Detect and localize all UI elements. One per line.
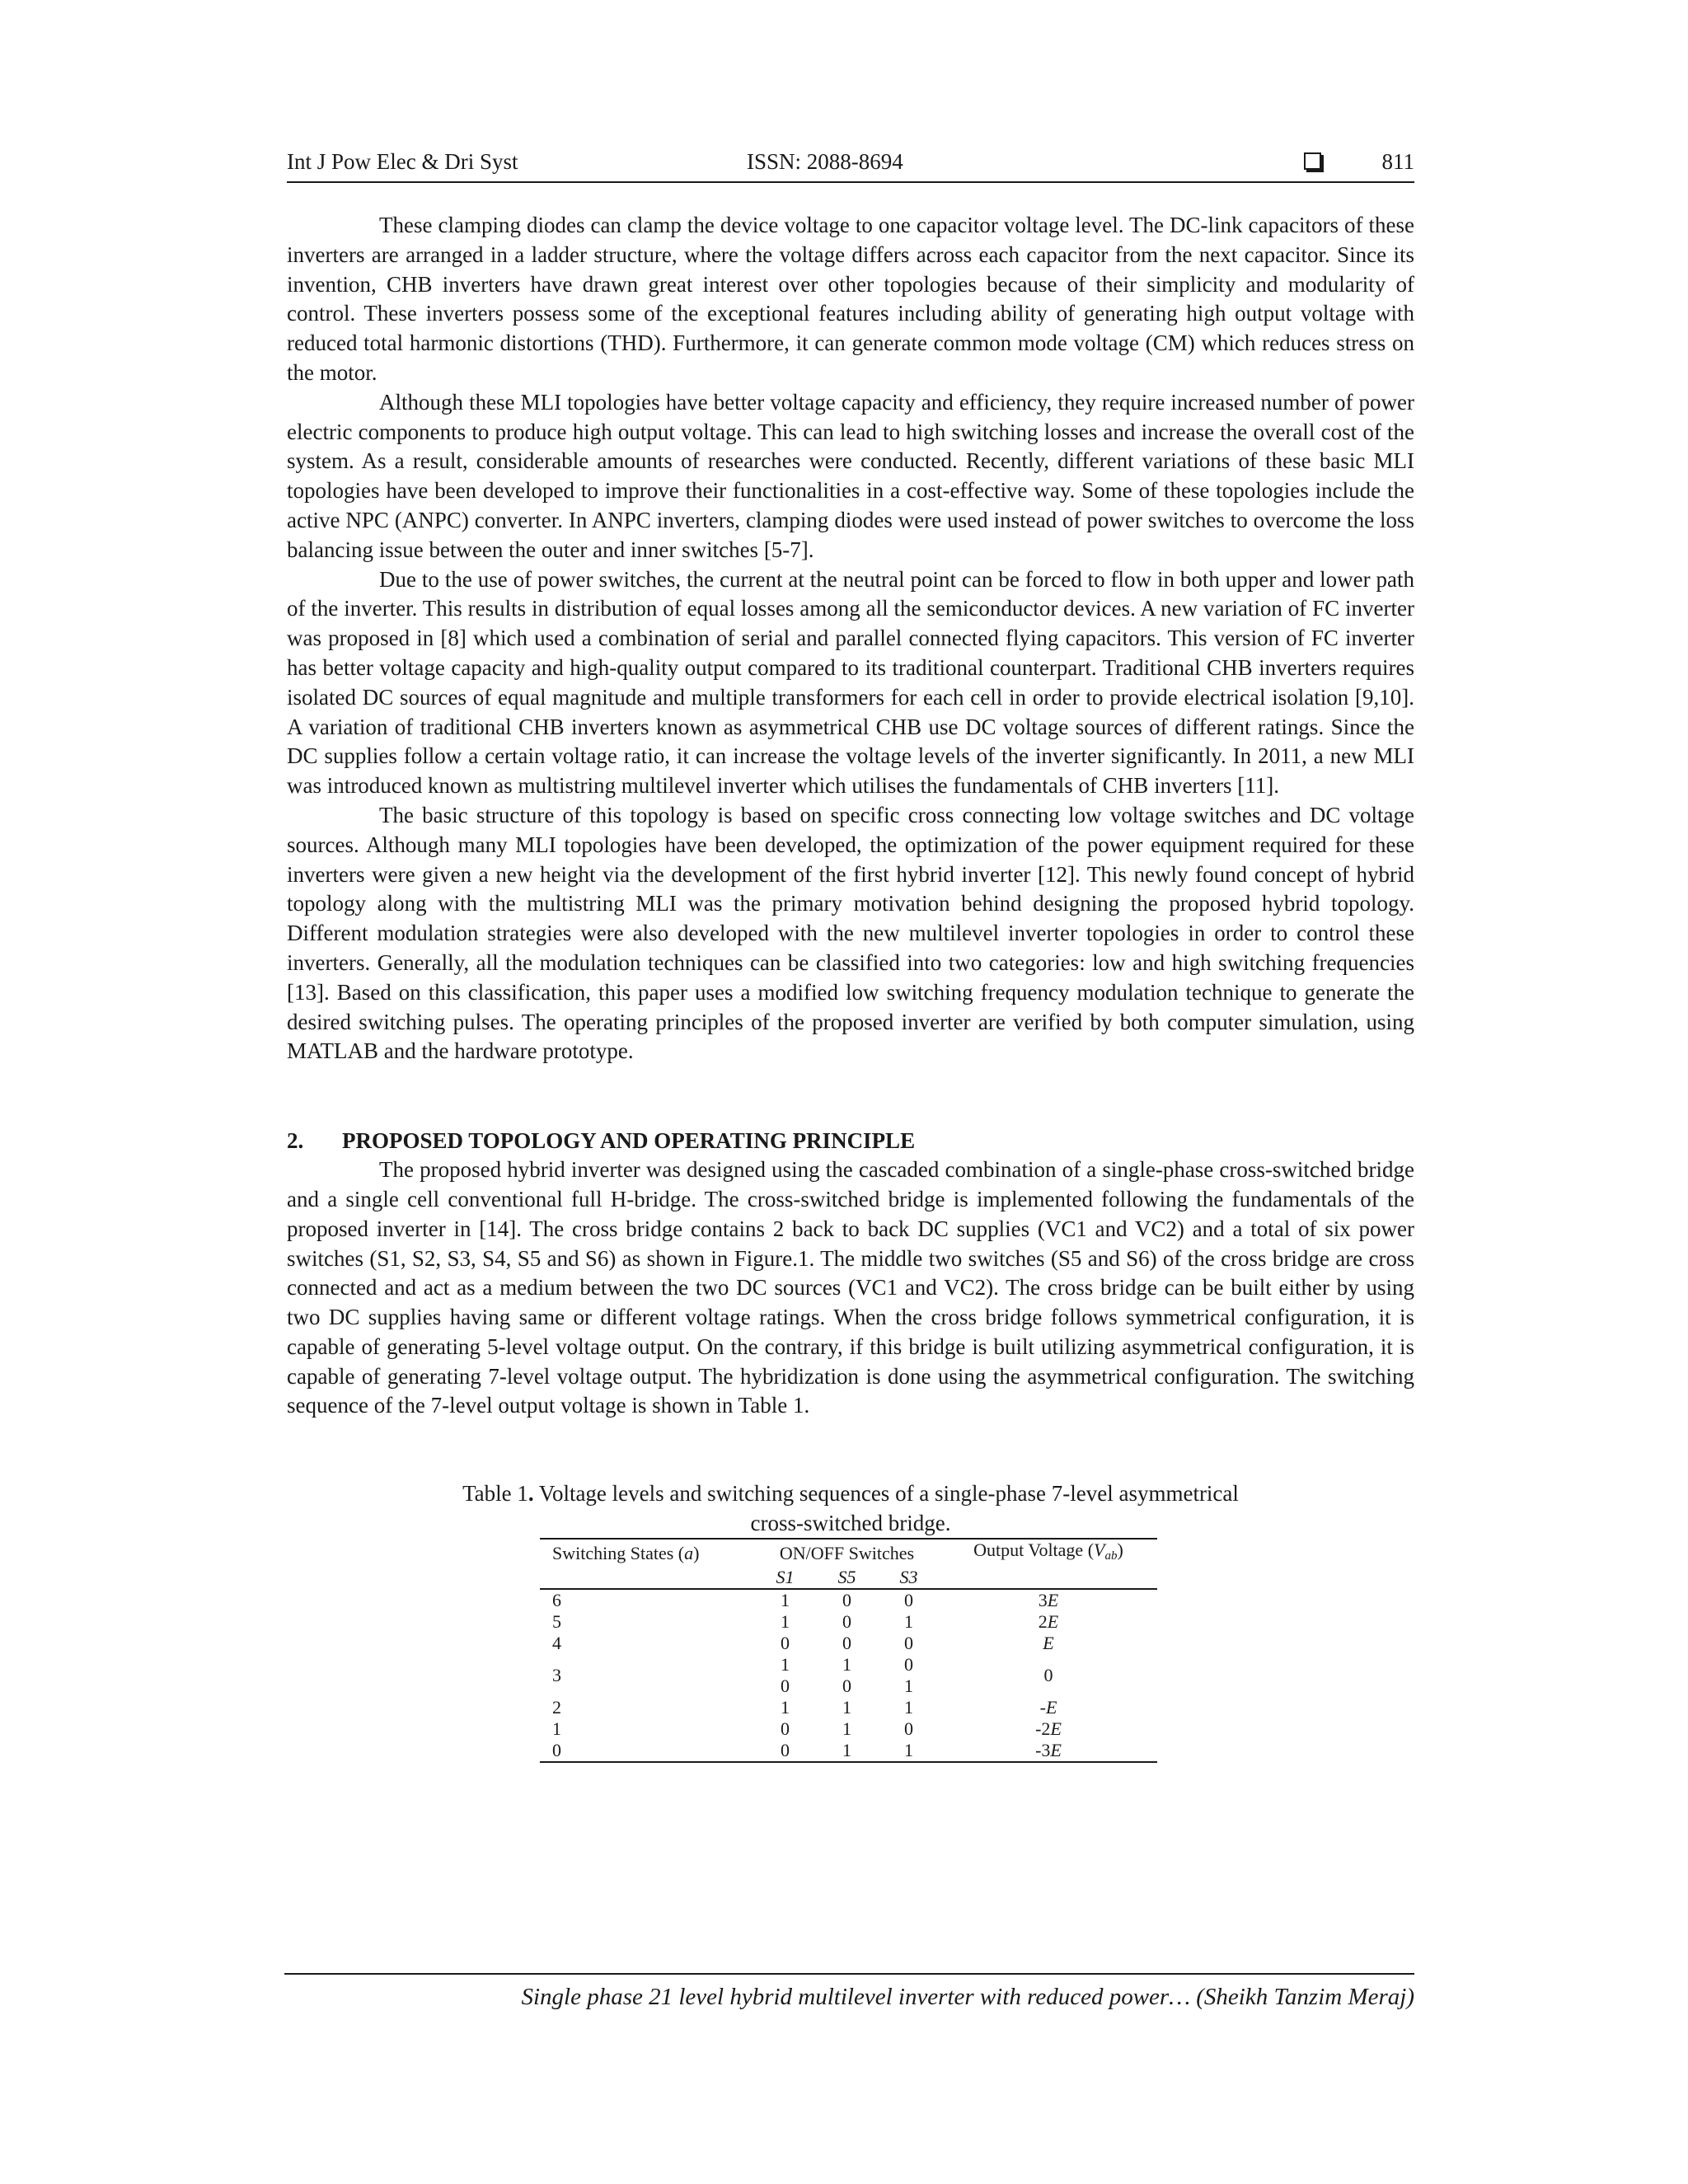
table-row: 0 0 1 — [781, 1675, 913, 1697]
col-on-off-switches: ON/OFF Switches — [754, 1539, 940, 1567]
table-row: 3 1 1 0 0 — [552, 1654, 1053, 1686]
table-caption-text: Voltage levels and switching sequences of a single-phase 7-level asymmetrical cross-switched bridge. — [538, 1481, 1239, 1536]
header-rule — [287, 181, 1414, 183]
paragraph-2: Although these MLI topologies have better voltage capacity and efficiency, they require increased number of power electric components to produce high output voltage. This can lead to high switching losses and increase the overall cost of the system. As a result, considerable amounts of researches were conducted. Recently, different variations of these basic MLI topologies have been developed to improve their functionalities in a cost-effective way. Some of these topologies include the active NPC (ANPC) converter. In ANPC inverters, clamping diodes were used instead of power switches to overcome the loss balancing issue between the outer and inner switches [5-7]. — [287, 389, 1414, 562]
col-s1: S1 — [754, 1567, 816, 1589]
table-label: Table 1. — [462, 1481, 534, 1507]
running-head — [287, 145, 1414, 178]
page-number: 811 — [1381, 149, 1414, 174]
table-row: 2 1 1 1 -E — [552, 1697, 1057, 1718]
issn: ISSN: 2088-8694 — [747, 149, 903, 174]
square-box-icon — [1304, 152, 1321, 170]
table-row: 0 0 1 1 -3E — [540, 1740, 1157, 1762]
table-row: 4 0 0 0 E — [552, 1633, 1054, 1654]
section-paragraph: The proposed hybrid inverter was designed using the cascaded combination of a single-phase cross-switched bridge and a single cell conventional full H-bridge. The cross-switched bridge is implemented following the fundamentals of the proposed inverter in [14]. The cross bridge contains 2 back to back DC supplies (VC1 and VC2) and a total of six power switches (S1, S2, S3, S4, S5 and S6) as shown in Figure.1. The middle two switches (S5 and S6) of the cross bridge are cross connected and act as a medium between the two DC sources (VC1 and VC2). The cross bridge can be built either by using two DC supplies having same or different voltage ratings. When the cross bridge follows symmetrical configuration, it is capable of generating 5-level voltage output. On the contrary, if this bridge is built utilizing asymmetrical configuration, it is capable of generating 7-level voltage output. The hybridization is done using the asymmetrical configuration. The switching sequence of the 7-level output voltage is shown in Table 1. — [287, 1157, 1414, 1418]
paragraph-1: These clamping diodes can clamp the device voltage to one capacitor voltage level. The DC-link capacitors of these inverters are arranged in a ladder structure, where the voltage differs across each capacitor from the next capacitor. Since its invention, CHB inverters have drawn great interest over other topologies because of their simplicity and modularity of control. These inverters possess some of the exceptional features including ability of generating high output voltage with reduced total harmonic distortions (THD). Furthermore, it can generate common mode voltage (CM) which reduces stress on the motor. — [287, 213, 1414, 385]
table-subheader-row — [540, 1567, 1157, 1589]
page — [287, 145, 1414, 1763]
paragraph-4: The basic structure of this topology is based on specific cross connecting low voltage switches and DC voltage sources. Although many MLI topologies have been developed, the optimization of the power equipment required for these inverters were given a new height via the development of the first hybrid inverter [12]. This newly found concept of hybrid topology along with the multistring MLI was the primary motivation behind designing the proposed hybrid topology. Different modulation strategies were also developed with the new multilevel inverter topologies in order to control these inverters. Generally, all the modulation techniques can be classified into two categories: low and high switching frequencies [13]. Based on this classification, this paper uses a modified low switching frequency modulation technique to generate the desired switching pulses. The operating principles of the proposed inverter are verified by both computer simulation, using MATLAB and the hardware prototype. — [287, 802, 1414, 1064]
body-text — [287, 211, 1414, 1066]
footer-rule — [284, 1973, 1414, 1975]
col-output-voltage: Output Voltage (Vab) — [940, 1539, 1157, 1567]
table-caption — [438, 1479, 1263, 1538]
section-number: 2. — [287, 1128, 304, 1154]
paragraph-3: Due to the use of power switches, the current at the neutral point can be forced to flow in both upper and lower path of the inverter. This results in distribution of equal losses among all the semiconductor devices. A new variation of FC inverter was proposed in [8] which used a combination of serial and parallel connected flying capacitors. This version of FC inverter has better voltage capacity and high-quality output compared to its traditional counterpart. Traditional CHB inverters requires isolated DC sources of equal magnitude and multiple transformers for each cell in order to provide electrical isolation [9,10]. A variation of traditional CHB inverters known as asymmetrical CHB use DC voltage sources of different ratings. Since the DC supplies follow a certain voltage ratio, it can increase the voltage levels of the inverter significantly. In 2011, a new MLI was introduced known as multistring multilevel inverter which utilises the fundamentals of CHB inverters [11]. — [287, 566, 1414, 799]
running-footer: Single phase 21 level hybrid multilevel inverter with reduced power… (Sheikh Tanzim Meraj) — [521, 1984, 1414, 2010]
switching-table — [540, 1538, 1157, 1763]
section-body — [287, 1155, 1414, 1421]
table-row: 5 1 0 1 2E — [552, 1611, 1059, 1633]
col-switching-states: Switching States (a) — [540, 1539, 754, 1567]
table-header-row — [540, 1539, 1157, 1567]
col-s5: S5 — [816, 1567, 878, 1589]
table-row: 1 0 1 0 -2E — [552, 1718, 1062, 1740]
col-s3: S3 — [878, 1567, 940, 1589]
table-row: 6 1 0 0 3E — [552, 1590, 1059, 1611]
journal-name: Int J Pow Elec & Dri Syst — [287, 149, 518, 174]
section-heading — [287, 1126, 1414, 1155]
table-1 — [287, 1479, 1414, 1763]
section-title: PROPOSED TOPOLOGY AND OPERATING PRINCIPLE — [342, 1128, 916, 1154]
